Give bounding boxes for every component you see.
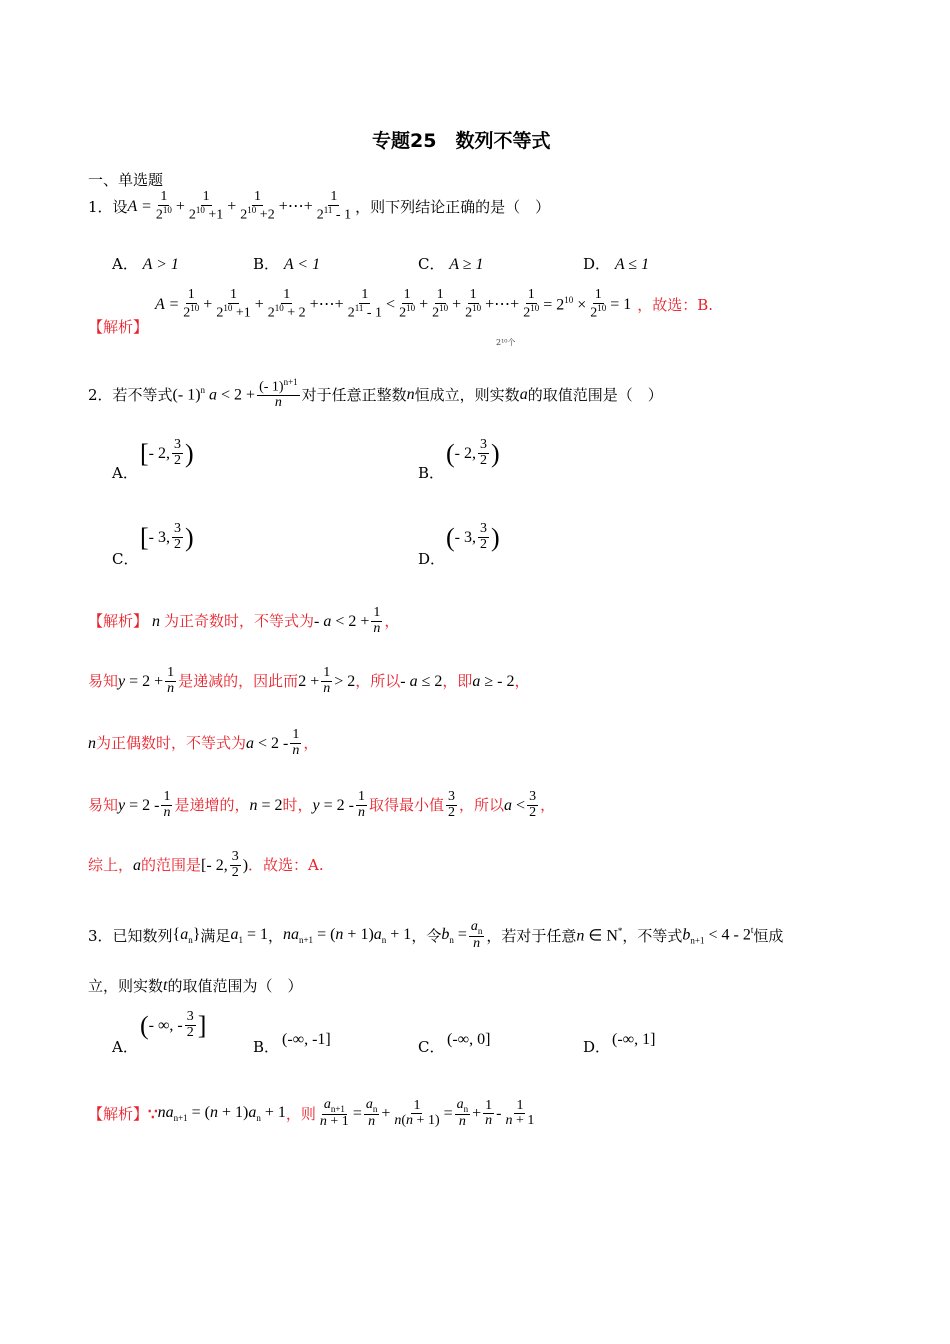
section-heading: 一、单选题 (88, 171, 164, 189)
q2-option-a: [ - 2, $\frac{3}{2}$ ) (140, 437, 194, 469)
q2-solution-line-1: 【解析】 n 为正奇数时，不等式为 - a < 2 + $\frac{1}{n}$ ， (88, 605, 400, 636)
q3-option-a-label: A． (112, 1038, 138, 1056)
q3-option-b-label: B． (253, 1038, 280, 1056)
q2-solution-line-2: 易知 y = 2 + $\frac{1}{n}$ 是递减的，因此而 2 + $\frac{1}{n}$ > 2 ，所以 - a ≤ 2 ，即 a ≥ - 2 ， (88, 665, 530, 696)
q1-option-b: B． A < 1 (253, 255, 321, 273)
q2-solution-line-3: n 为正偶数时，不等式为 a < 2 - $\frac{1}{n}$ ， (88, 727, 319, 758)
q1-formula: A = (127, 197, 152, 215)
q3-solution-line-1: 【解析】 ∵ $na_{n+1} = (n + 1)a_n + 1$ ，则 $\frac{a_{n+1}}{n + 1}$ = $\frac{a_n}{n}$ + $\frac{1}{n(n + 1)}$ = $\frac{a_n}{n}$ + $\frac{1}{n}$ - $\frac{1}{n + 1}$ (88, 1097, 535, 1130)
q3-option-d-label: D． (583, 1038, 611, 1056)
q1-analysis-formula: A = $\frac{1}{2^{10}}$ + $\frac{1}{2^{10} +1}$ + $\frac{1}{2^{10} + 2}$ +⋯+ $\frac{1}{2^{11} - 1}$ < $\frac{1}{2^{10}}$ + $\frac{1}{2^{10}}$ + $\frac{1}{2^{10}}$ +⋯+ $\frac{1}{2^{10}}$ = $2^{10}$ × $\frac{1}{2^{10}}$ = 1 ，故选：B. (155, 287, 714, 321)
q1-option-d: D． A ≤ 1 (583, 255, 650, 273)
q1-analysis-tag: 【解析】 (88, 318, 149, 336)
q2-option-d-label: D． (418, 550, 446, 568)
q2-option-b-label: B． (418, 464, 445, 482)
q2-option-a-label: A． (112, 464, 138, 482)
q1-option-c: C． A ≥ 1 (418, 255, 484, 273)
q2-number: 2．若不等式 (88, 385, 173, 404)
q2-solution-line-5: 综上， a 的范围是 [- 2, $\frac{3}{2}$ ) ．故选：A. (88, 849, 324, 880)
question-3-line-2: 立，则实数 t 的取值范围为（ ） (88, 976, 303, 995)
q3-option-d: (-∞, 1] (612, 1031, 656, 1048)
q3-option-c: (-∞, 0] (447, 1031, 491, 1048)
q3-option-b: (-∞, -1] (282, 1031, 331, 1048)
question-1: 1．设 A = $\frac{1}{2^{10}}$ + $\frac{1}{2^{10} +1}$ + $\frac{1}{2^{10} +2}$ +⋯+ $\frac{1}{2^{11} - 1}$ ，则下列结论正确的是（ ） (88, 189, 551, 223)
q1-brace-label: 2¹⁰个 (496, 338, 516, 347)
q1-number: 1．设 (88, 197, 128, 216)
question-3: 3．已知数列 $\{a_n\}$ 满足 $a_1 = 1$ ， $na_{n+1} = (n + 1)a_n + 1$ ，令 $b_n$ = $\frac{a_n}{n}$ ，若对于任意 n ∈ N* ，不等式 $b_{n+1} < 4 - 2^t$ 恒成 (88, 919, 784, 952)
q2-option-c-label: C． (112, 550, 139, 568)
q2-option-c: [ - 3, $\frac{3}{2}$ ) (140, 521, 194, 553)
q2-option-d: ( - 3, $\frac{3}{2}$ ) (446, 521, 500, 553)
q1-tail: ，则下列结论正确的是（ ） (355, 197, 551, 216)
q1-option-a: A． A > 1 (112, 255, 179, 273)
question-2: 2．若不等式 (- 1)$^n$ a < 2 + $\frac{(- 1)^{n+1}}{n}$ 对于任意正整数 n 恒成立，则实数 a 的取值范围是（ ） (88, 377, 663, 411)
q2-solution-line-4: 易知 y = 2 - $\frac{1}{n}$ 是递增的， n = 2 时， y = 2 - $\frac{1}{n}$ 取得最小值 $\frac{3}{2}$ ，所以 a < $\frac{3}{2}$ ， (88, 789, 556, 820)
page-title: 专题25 数列不等式 (372, 130, 551, 152)
q3-option-c-label: C． (418, 1038, 445, 1056)
q2-option-b: ( - 2, $\frac{3}{2}$ ) (446, 437, 500, 469)
q3-option-a: ( - ∞, - $\frac{3}{2}$ ] (140, 1009, 207, 1041)
q1-answer: ，故选：B. (637, 295, 714, 314)
